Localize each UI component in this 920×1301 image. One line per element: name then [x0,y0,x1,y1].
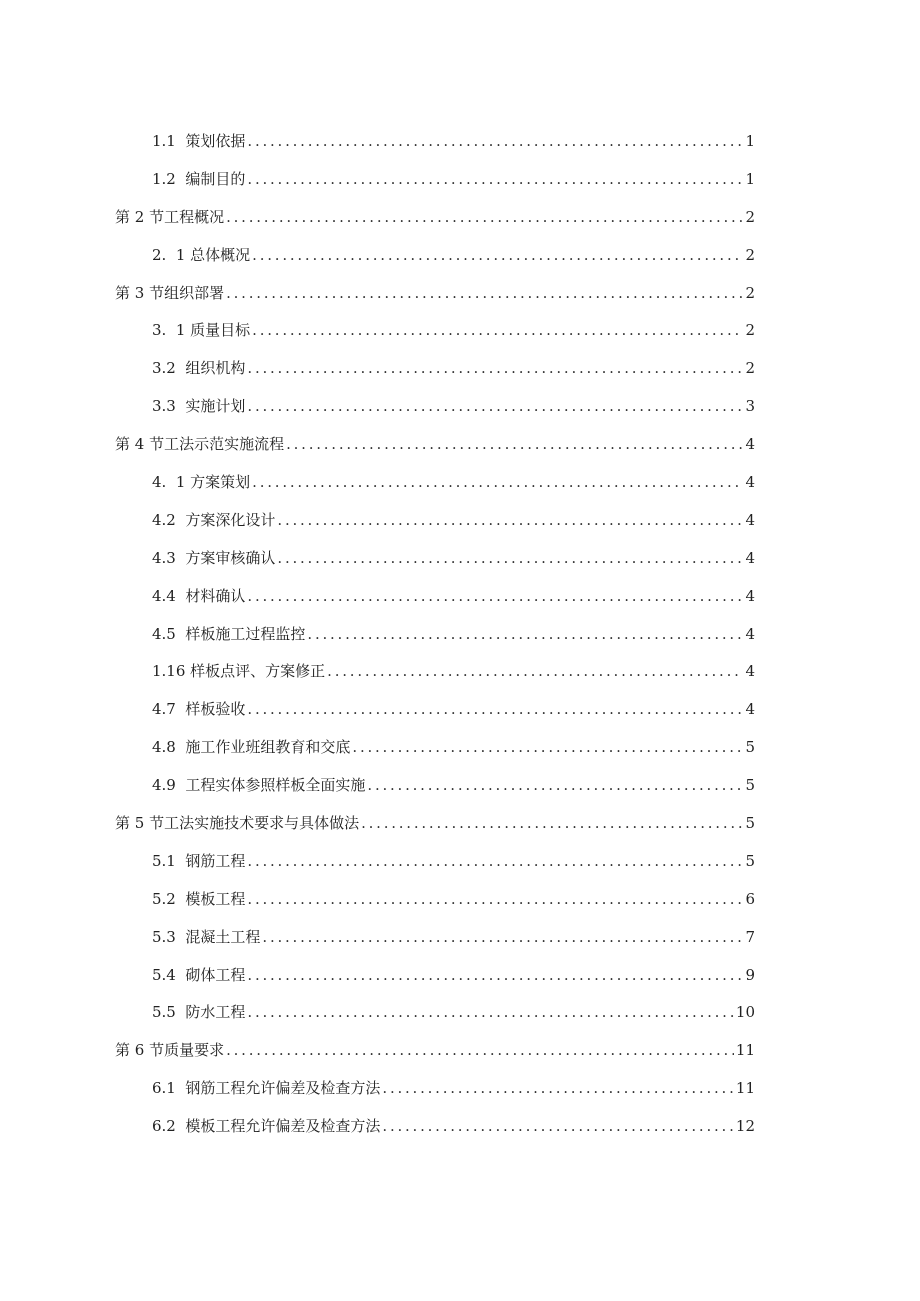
toc-dot-leader [247,699,743,719]
toc-entry-label: 2. 1 总体概况 [152,245,251,264]
toc-section-entry[interactable] [0,198,920,236]
toc-entry-label: 4.4 材料确认 [152,586,246,605]
toc-entry-label: 5.3 混凝土工程 [152,927,261,946]
toc-subsection-entry[interactable] [0,652,920,690]
toc-page-number: 10 [735,1003,755,1022]
toc-dot-leader [367,775,743,795]
toc-subsection-entry[interactable] [0,993,920,1031]
toc-entry-label: 第 6 节质量要求 [115,1041,225,1060]
toc-entry-label: 1.2 编制目的 [152,169,246,188]
toc-subsection-entry[interactable] [0,1107,920,1145]
toc-entry-label: 第 4 节工法示范实施流程 [115,435,285,454]
toc-subsection-entry[interactable] [0,842,920,880]
toc-subsection-entry[interactable] [0,160,920,198]
toc-entry-label: 第 5 节工法实施技术要求与具体做法 [115,813,360,832]
toc-subsection-entry[interactable] [0,463,920,501]
toc-entry-label: 3.3 实施计划 [152,397,246,416]
toc-entry-label: 6.2 模板工程允许偏差及检查方法 [152,1117,381,1136]
toc-dot-leader [247,169,743,189]
toc-entry-label: 4.3 方案审核确认 [152,548,276,567]
toc-page-number: 2 [745,245,755,264]
toc-dot-leader [226,207,743,227]
toc-entry-label: 5.2 模板工程 [152,889,246,908]
toc-entry-label: 5.5 防水工程 [152,1003,246,1022]
toc-section-entry[interactable] [0,425,920,463]
toc-entry-label: 4.7 样板验收 [152,700,246,719]
toc-subsection-entry[interactable] [0,1069,920,1107]
toc-entry-label: 4.2 方案深化设计 [152,510,276,529]
toc-page-number: 2 [745,321,755,340]
toc-entry-label: 4.5 样板施工过程监控 [152,624,306,643]
toc-page-number: 12 [735,1117,755,1136]
toc-dot-leader [247,889,743,909]
toc-subsection-entry[interactable] [0,615,920,653]
toc-entry-label: 6.1 钢筋工程允许偏差及检查方法 [152,1079,381,1098]
toc-section-entry[interactable] [0,1031,920,1069]
toc-page-number: 5 [745,738,755,757]
toc-page-number: 2 [745,359,755,378]
toc-entry-label: 4.8 施工作业班组教育和交底 [152,738,351,757]
toc-dot-leader [352,737,743,757]
toc-dot-leader [262,927,743,947]
toc-dot-leader [247,586,743,606]
toc-page-number: 11 [735,1041,755,1060]
toc-entry-label: 3. 1 质量目标 [152,321,251,340]
toc-subsection-entry[interactable] [0,690,920,728]
toc-dot-leader [252,472,743,492]
toc-dot-leader [247,131,743,151]
toc-page-number: 4 [745,548,755,567]
toc-subsection-entry[interactable] [0,311,920,349]
toc-dot-leader [247,965,743,985]
toc-entry-label: 3.2 组织机构 [152,359,246,378]
toc-entry-label: 4. 1 方案策划 [152,472,251,491]
toc-dot-leader [327,661,743,681]
toc-subsection-entry[interactable] [0,349,920,387]
toc-entry-label: 5.1 钢筋工程 [152,851,246,870]
toc-dot-leader [277,510,743,530]
toc-section-entry[interactable] [0,274,920,312]
toc-page-number: 7 [745,927,755,946]
toc-page-number: 11 [735,1079,755,1098]
toc-dot-leader [247,396,743,416]
toc-dot-leader [307,624,743,644]
toc-dot-leader [226,283,743,303]
toc-entry-label: 1.16 样板点评、方案修正 [152,662,326,681]
toc-entry-label: 5.4 砌体工程 [152,965,246,984]
toc-dot-leader [226,1040,734,1060]
toc-entry-label: 第 2 节工程概况 [115,207,225,226]
toc-dot-leader [247,358,743,378]
table-of-contents [0,122,920,1145]
toc-subsection-entry[interactable] [0,766,920,804]
toc-section-entry[interactable] [0,804,920,842]
toc-page-number: 4 [745,662,755,681]
toc-entry-label: 第 3 节组织部署 [115,283,225,302]
toc-page-number: 6 [745,889,755,908]
toc-subsection-entry[interactable] [0,577,920,615]
toc-subsection-entry[interactable] [0,501,920,539]
toc-subsection-entry[interactable] [0,956,920,994]
toc-dot-leader [382,1116,734,1136]
toc-dot-leader [247,1002,734,1022]
toc-dot-leader [252,320,743,340]
toc-page-number: 2 [745,283,755,302]
toc-dot-leader [277,548,743,568]
toc-page-number: 4 [745,435,755,454]
toc-page-number: 4 [745,624,755,643]
toc-page-number: 4 [745,586,755,605]
toc-dot-leader [382,1078,734,1098]
toc-page-number: 4 [745,510,755,529]
toc-subsection-entry[interactable] [0,539,920,577]
toc-dot-leader [247,851,743,871]
toc-page-number: 5 [745,813,755,832]
toc-entry-label: 1.1 策划依据 [152,131,246,150]
toc-page-number: 9 [745,965,755,984]
toc-subsection-entry[interactable] [0,918,920,956]
toc-page-number: 5 [745,851,755,870]
toc-page-number: 4 [745,700,755,719]
toc-subsection-entry[interactable] [0,236,920,274]
toc-page-number: 4 [745,472,755,491]
toc-entry-label: 4.9 工程实体参照样板全面实施 [152,776,366,795]
toc-page-number: 2 [745,207,755,226]
toc-page-number: 3 [745,397,755,416]
toc-dot-leader [286,434,743,454]
toc-page-number: 1 [745,131,755,150]
toc-subsection-entry[interactable] [0,122,920,160]
toc-page-number: 5 [745,776,755,795]
toc-subsection-entry[interactable] [0,728,920,766]
toc-dot-leader [361,813,743,833]
toc-dot-leader [252,245,743,265]
toc-subsection-entry[interactable] [0,880,920,918]
toc-subsection-entry[interactable] [0,387,920,425]
toc-page-number: 1 [745,169,755,188]
